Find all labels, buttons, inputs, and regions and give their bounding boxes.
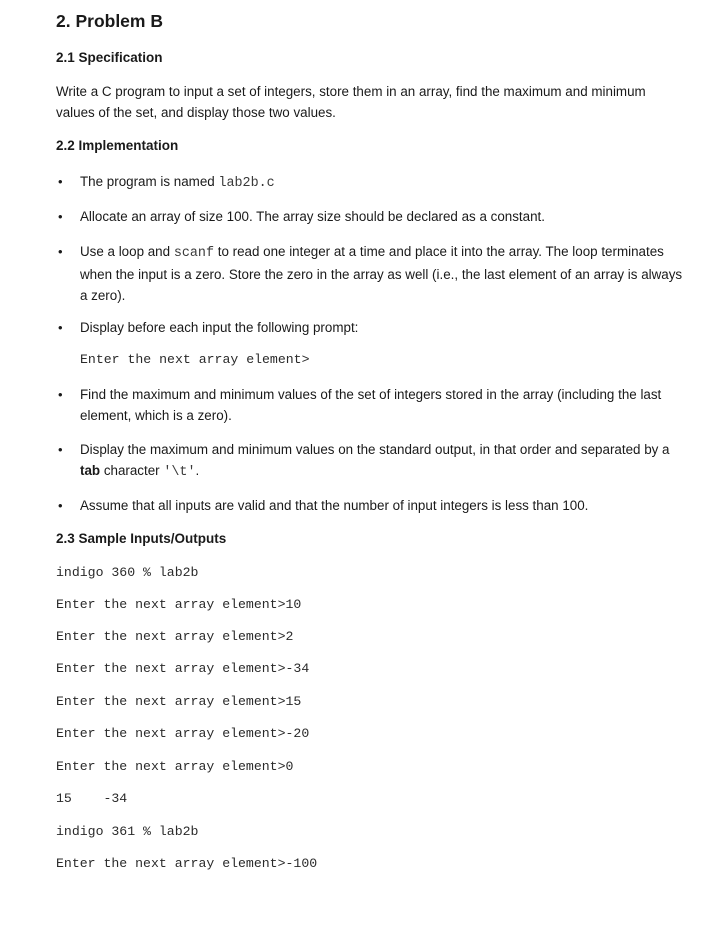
bullet-icon: •: [58, 387, 63, 402]
sample-output-line: 15 -34: [56, 791, 128, 806]
impl-heading: 2.2 Implementation: [56, 138, 179, 153]
sample-line: indigo 360 % lab2b: [56, 565, 199, 580]
bullet-icon: •: [58, 174, 63, 189]
sample-line: Enter the next array element>2: [56, 629, 294, 644]
inline-code-scanf: scanf: [173, 246, 214, 261]
bullet-icon: •: [58, 442, 63, 457]
inline-code-filename: lab2b.c: [218, 176, 275, 191]
spec-heading: 2.1 Specification: [56, 50, 163, 65]
sample-line: indigo 361 % lab2b: [56, 824, 199, 839]
document-page: 2. Problem B 2.1 Specification Write a C program to input a set of integers, store them in an array, find the maximum and minimum values of the set, and display those two values. 2.2 Implementation • The program is named lab2b.c • Allocate an array of size 100. The array size should be declared as a constant. • Use a loop and scanf to read one integer at a time and place it into the array. The loop terminates when the input is a zero. Store the zero in the array as well (i.e., the last element of an array is always a zero). • Display before each input the following prompt: Enter the next array element> • Find the maximum and minimum values of the set of integers stored in the array (including the last element, which is a zero). • Display the maximum and minimum values on the standard output, in that order and separated by a tab character '\t'. • Assume that all inputs are valid and that the number of input integers is less than 100. 2.3 Sample Inputs/Outputs indigo 360 % lab2b Enter the next array element>10 Enter the next array element>2 Enter the next array element>-34 Enter the next array element>15 Enter the next array element>-20 Enter the next array element>0 15 -34 indigo 361 % lab2b Enter the next array element>-100: [0, 0, 721, 937]
sample-line: Enter the next array element>15: [56, 694, 302, 709]
bullet-icon: •: [58, 244, 63, 259]
sample-line: Enter the next array element>-20: [56, 726, 310, 741]
spec-paragraph: Write a C program to input a set of integers, store them in an array, find the maximum and minimum values of the set, and display those two values.: [56, 84, 646, 120]
bullet-icon: •: [58, 320, 63, 335]
prompt-code-line: Enter the next array element>: [80, 352, 310, 367]
sample-line: Enter the next array element>-100: [56, 856, 318, 871]
problem-heading: 2. Problem B: [56, 11, 163, 31]
bullet-icon: •: [58, 498, 63, 513]
sample-line: Enter the next array element>10: [56, 597, 302, 612]
samples-heading: 2.3 Sample Inputs/Outputs: [56, 531, 227, 546]
inline-code-tab: '\t': [163, 465, 196, 480]
bullet-icon: •: [58, 209, 63, 224]
sample-line: Enter the next array element>-34: [56, 661, 310, 676]
bold-tab: tab: [80, 463, 101, 478]
sample-line: Enter the next array element>0: [56, 759, 294, 774]
